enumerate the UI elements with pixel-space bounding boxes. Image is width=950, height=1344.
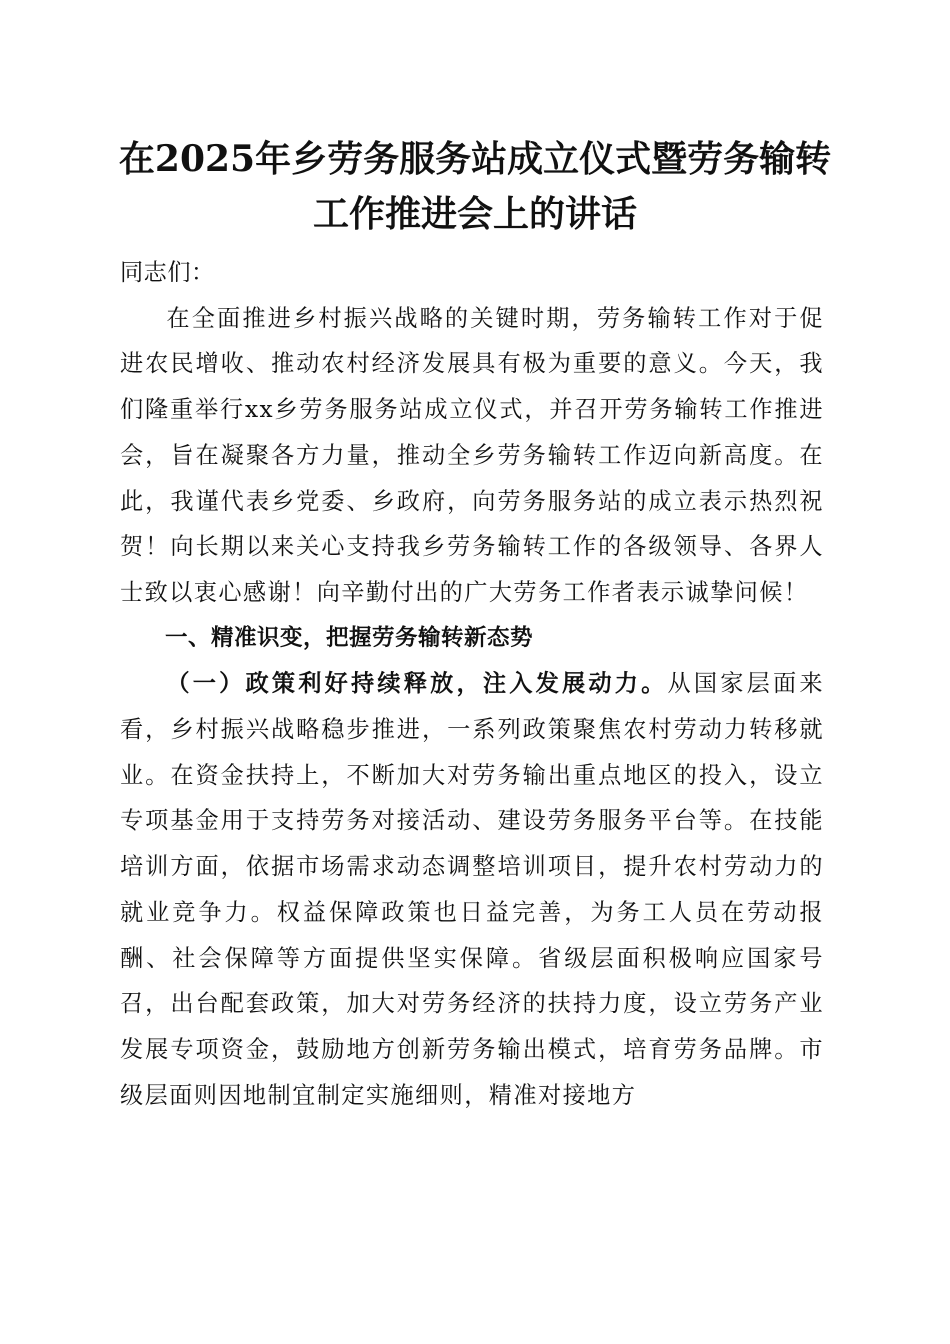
document-title	[90, 132, 860, 242]
document-title-line-1: 在2025年乡劳务服务站成立仪式暨劳务输转	[118, 138, 832, 180]
salutation: 同志们：	[120, 259, 215, 286]
subsection-text-1: 从国家层面来看，乡村振兴战略稳步推进，一系列政策聚焦农村劳动力转移就业。在资金扶持上，不断加大对劳务输出重点地区的投入，设立专项基金用于支持劳务对接活动、建设劳务服务平台等。在技能培训方面，依据市场需求动态调整培训项目，提升农村劳动力的就业竞争力。权益保障政策也日益完善，为务工人员在劳动报酬、社会保障等方面提供坚实保障。省级层面积极响应国家号召，出台配套政策，加大对劳务经济的扶持力度，设立劳务产业发展专项资金，鼓励地方创新劳务输出模式，培育劳务品牌。市级层面则因地制宜制定实施细则，精准对接地方	[120, 670, 824, 1109]
section-heading-1: 一、精准识变，把握劳务输转新态势	[165, 624, 534, 651]
document-title-line-2: 工作推进会上的讲话	[312, 193, 637, 235]
document-body	[120, 250, 824, 1118]
intro-paragraph: 在全面推进乡村振兴战略的关键时期，劳务输转工作对于促进农民增收、推动农村经济发展具有极为重要的意义。今天，我们隆重举行xx乡劳务服务站成立仪式，并召开劳务输转工作推进会，旨在凝聚各方力量，推动全乡劳务输转工作迈向新高度。在此，我谨代表乡党委、乡政府，向劳务服务站的成立表示热烈祝贺！向长期以来关心支持我乡劳务输转工作的各级领导、各界人士致以衷心感谢！向辛勤付出的广大劳务工作者表示诚挚问候！	[120, 304, 824, 606]
subsection-paragraph-1	[120, 661, 824, 1118]
subsection-heading-1: （一）政策利好持续释放，注入发展动力。	[166, 670, 668, 698]
